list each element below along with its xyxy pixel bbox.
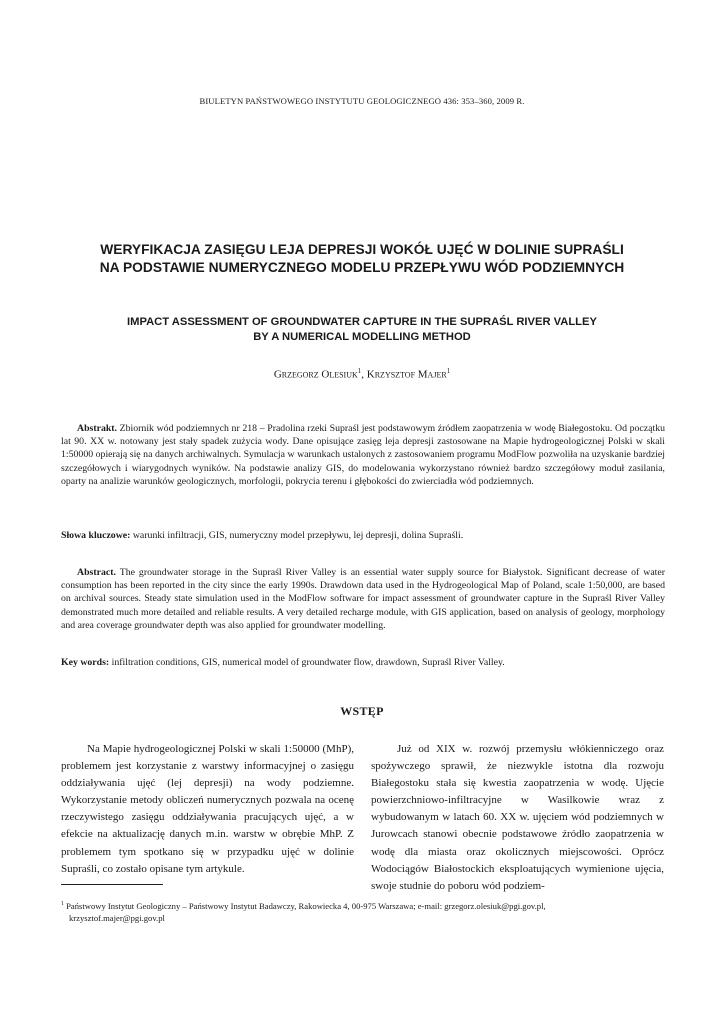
intro-left-column [61, 741, 354, 878]
author-1-affiliation-mark: 1 [357, 367, 362, 375]
journal-header: BIULETYN PAŃSTWOWEGO INSTYTUTU GEOLOGICZNEGO 436: 353–360, 2009 R. [199, 96, 525, 106]
author-2: Krzysztof Majer [366, 368, 447, 381]
title-english-line-1: IMPACT ASSESSMENT OF GROUNDWATER CAPTURE IN THE SUPRAŚL RIVER VALLEY [127, 316, 597, 328]
keywords-polish-text: warunki infiltracji, GIS, numeryczny model przepływu, lej depresji, dolina Supraśli. [132, 530, 464, 541]
author-2-affiliation-mark: 1 [446, 367, 451, 375]
footnote-line-1: Państwowy Instytut Geologiczny – Państwowy Instytut Badawczy, Rakowiecka 4, 00-975 Warszawa; e-mail: grzegorz.olesiuk@pgi.gov.pl, [66, 900, 546, 911]
abstract-polish-label: Abstrakt. [77, 423, 118, 434]
footnote-divider [61, 884, 163, 885]
title-english [0, 315, 724, 345]
intro-right-paragraph: Już od XIX w. rozwój przemysłu włókienniczego oraz spożywczego sprawił, że niezwykle istotna dla rozwoju Białegostoku stała się kwestia zaopatrzenia w wodę. Ujęcie powierzchniowo-infiltracyjne w Wasilkowie wraz z wybudowanym w latach 60. XX w. ujęciem wód podziemnych w Jurowcach stanowi obecnie podstawowe źródło zaopatrzenia w wodę dla miasta oraz okolicznych miejscowości. Oprócz Wodociągów Białostockich eksploatujących wymienione ujęcia, swoje studnie do poboru wód podziem- [371, 743, 664, 892]
title-polish-line-1: WERYFIKACJA ZASIĘGU LEJA DEPRESJI WOKÓŁ UJĘĆ W DOLINIE SUPRAŚLI [100, 242, 624, 257]
keywords-english-text: infiltration conditions, GIS, numerical model of groundwater flow, drawdown, Supraśl River Valley. [111, 657, 505, 668]
keywords-english [61, 656, 665, 669]
intro-right-column [371, 741, 664, 895]
abstract-polish [61, 422, 665, 488]
title-polish-line-2: NA PODSTAWIE NUMERYCZNEGO MODELU PRZEPŁYWU WÓD PODZIEMNYCH [99, 260, 625, 275]
title-english-line-2: BY A NUMERICAL MODELLING METHOD [253, 331, 471, 343]
abstract-polish-text: Zbiornik wód podziemnych nr 218 – Pradolina rzeki Supraśl jest podstawowym źródłem zaopatrzenia w wodę Białegostoku. Od początku lat 90. XX w. notowany jest stały spadek zużycia wody. Dane opisujące zasięg leja depresji zastosowane na Mapie hydrogeologicznej Polski w skali 1:50000 opierają się na danych archiwalnych. Symulacja w warunkach ustalonych z zastosowaniem programu ModFlow pozwoliła na uzyskanie bardziej szczegółowych i wiarygodnych wyników. Na podstawie analizy GIS, do modelowania wykorzystano również bardzo szczegółowy moduł zasilania, oparty na analizie warunków geologicznych, morfologii, pokrycia terenu i głębokości do zwierciadła wód podziemnych. [61, 423, 665, 487]
title-polish [0, 241, 724, 277]
authors [0, 367, 724, 381]
author-separator: , [361, 368, 367, 381]
abstract-english-label: Abstract. [77, 567, 116, 578]
author-1: Grzegorz Olesiuk [273, 368, 358, 381]
footnote-line-2: krzysztof.majer@pgi.gov.pl [69, 912, 165, 923]
section-heading-introduction: WSTĘP [340, 704, 384, 718]
keywords-english-label: Key words: [61, 657, 110, 668]
footnote [61, 898, 665, 924]
abstract-english [61, 566, 665, 632]
intro-left-paragraph: Na Mapie hydrogeologicznej Polski w skali 1:50000 (MhP), problemem jest korzystanie z warstwy informacyjnej o zasięgu oddziaływania ujęć (lej depresji) na wody podziemne. Wykorzystanie metody obliczeń numerycznych pozwala na ocenę rzeczywistego zasięgu oddziaływania pracujących ujęć, a w efekcie na aktualizację danych m.in. warstw w obrębie MhP. Z problemem tym spotkano się w przypadku ujęć w dolinie Supraśli, co zostało opisane tym artykule. [61, 743, 354, 875]
footnote-mark: 1 [61, 901, 64, 907]
abstract-english-text: The groundwater storage in the Supraśl River Valley is an essential water supply source for Białystok. Significant decrease of water consumption has been reported in the city since the early 1990s. Drawdown data used in the Hydrogeological Map of Poland, scale 1:50,000, are based on archival sources. Steady state simulation used in the ModFlow software for impact assessment of groundwater capture in the Supraśl River Valley demonstrated much more detailed and reliable results. A very detailed recharge module, with GIS application, based on analysis of geology, morphology and area coverage groundwater depth was also applied for groundwater modelling. [61, 567, 665, 631]
keywords-polish [61, 529, 665, 542]
keywords-polish-label: Słowa kluczowe: [61, 530, 131, 541]
